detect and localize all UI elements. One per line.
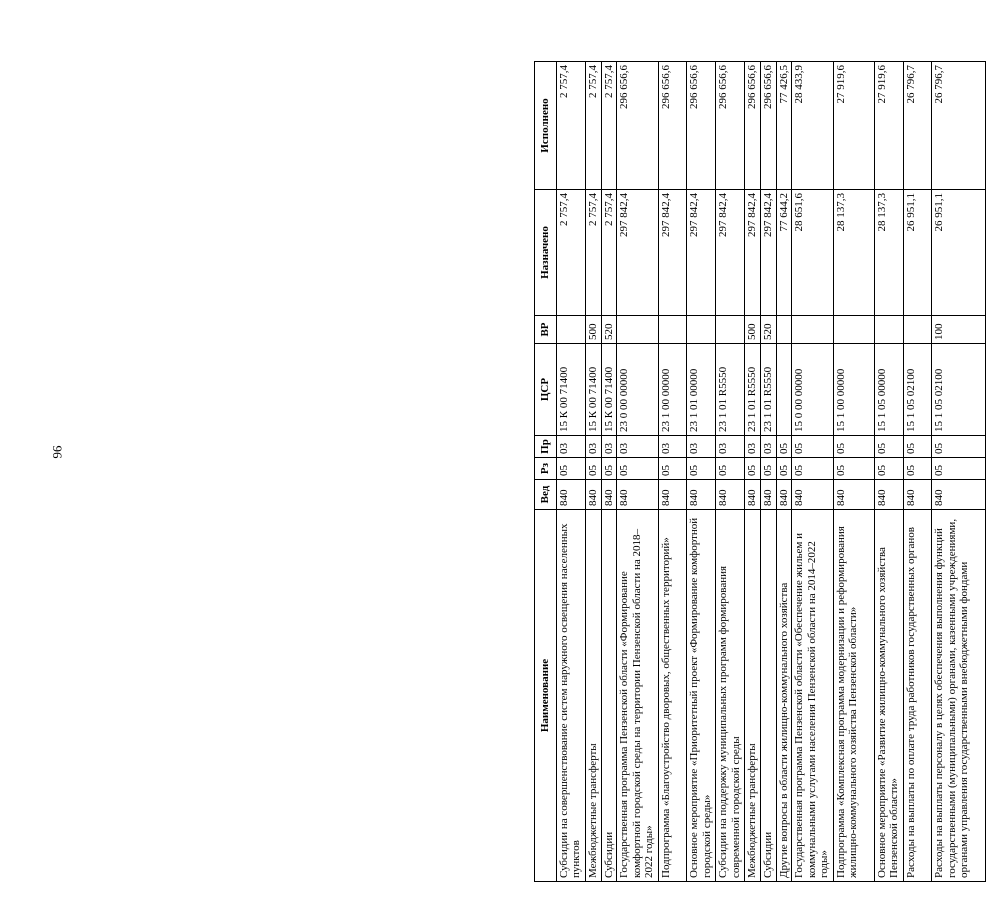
cell-csr: 23 0 00 00000 [617, 344, 658, 436]
cell-csr: 23 1 01 R5550 [745, 344, 761, 436]
table-row [557, 62, 586, 882]
cell-name: Государственная программа Пензенской области «Формирование комфортной городской среды на территории Пензенской области на 2018–2022 годы» [617, 510, 658, 882]
cell-rz: 05 [716, 458, 745, 480]
cell-assigned: 26 951,1 [932, 190, 986, 316]
cell-name: Субсидии [601, 510, 617, 882]
cell-name: Межбюджетные трансферты [585, 510, 601, 882]
table-row [932, 62, 986, 882]
cell-vr [716, 316, 745, 344]
cell-name: Межбюджетные трансферты [745, 510, 761, 882]
cell-vr: 500 [745, 316, 761, 344]
cell-ved: 840 [658, 480, 687, 510]
cell-pr: 03 [557, 436, 586, 458]
cell-ved: 840 [776, 480, 792, 510]
cell-pr: 05 [776, 436, 792, 458]
table-row [745, 62, 761, 882]
cell-pr: 03 [658, 436, 687, 458]
cell-rz: 05 [792, 458, 833, 480]
table-row [585, 62, 601, 882]
cell-rz: 05 [745, 458, 761, 480]
cell-csr: 23 1 01 R5550 [760, 344, 776, 436]
cell-csr: 23 1 00 00000 [658, 344, 687, 436]
cell-rz: 05 [776, 458, 792, 480]
cell-vr [687, 316, 716, 344]
cell-ved: 840 [792, 480, 833, 510]
cell-ved: 840 [903, 480, 932, 510]
cell-ved: 840 [716, 480, 745, 510]
cell-name: Государственная программа Пензенской области «Обеспечение жильем и коммунальными услугами населения Пензенской области на 2014–2022 годы» [792, 510, 833, 882]
cell-ved: 840 [833, 480, 874, 510]
cell-vr [903, 316, 932, 344]
cell-executed: 296 656,6 [658, 62, 687, 190]
table-row [601, 62, 617, 882]
cell-name: Подпрограмма «Комплексная программа модернизации и реформирования жилищно-коммунального хозяйства Пензенской области» [833, 510, 874, 882]
cell-name: Расходы на выплаты по оплате труда работников государственных органов [903, 510, 932, 882]
table-row [903, 62, 932, 882]
cell-ved: 840 [745, 480, 761, 510]
cell-csr: 15 1 05 02100 [932, 344, 986, 436]
table-row [792, 62, 833, 882]
cell-pr: 03 [585, 436, 601, 458]
cell-vr: 520 [601, 316, 617, 344]
cell-executed: 2 757,4 [557, 62, 586, 190]
cell-name: Другие вопросы в области жилищно-коммунального хозяйства [776, 510, 792, 882]
cell-name: Подпрограмма «Благоустройство дворовых, общественных территорий» [658, 510, 687, 882]
cell-executed: 27 919,6 [874, 62, 903, 190]
cell-pr: 03 [617, 436, 658, 458]
cell-rz: 05 [617, 458, 658, 480]
cell-executed: 2 757,4 [601, 62, 617, 190]
cell-vr [833, 316, 874, 344]
table-row [833, 62, 874, 882]
cell-rz: 05 [760, 458, 776, 480]
cell-pr: 03 [687, 436, 716, 458]
cell-csr: 23 1 01 R5550 [716, 344, 745, 436]
header-vr: ВР [535, 316, 557, 344]
cell-rz: 05 [557, 458, 586, 480]
cell-name: Субсидии на поддержку муниципальных программ формирования современной городской среды [716, 510, 745, 882]
cell-executed: 26 796,7 [903, 62, 932, 190]
header-assigned: Назначено [535, 190, 557, 316]
cell-vr [658, 316, 687, 344]
cell-rz: 05 [658, 458, 687, 480]
header-ved: Вед [535, 480, 557, 510]
cell-pr: 05 [903, 436, 932, 458]
cell-ved: 840 [601, 480, 617, 510]
cell-vr [874, 316, 903, 344]
cell-csr: 15 К 00 71400 [585, 344, 601, 436]
cell-assigned: 2 757,4 [557, 190, 586, 316]
cell-csr [776, 344, 792, 436]
header-pr: Пр [535, 436, 557, 458]
cell-csr: 15 0 00 00000 [792, 344, 833, 436]
cell-assigned: 28 137,3 [833, 190, 874, 316]
cell-executed: 296 656,6 [617, 62, 658, 190]
cell-rz: 05 [687, 458, 716, 480]
cell-pr: 05 [874, 436, 903, 458]
cell-assigned: 28 651,6 [792, 190, 833, 316]
cell-assigned: 26 951,1 [903, 190, 932, 316]
cell-ved: 840 [585, 480, 601, 510]
cell-assigned: 2 757,4 [601, 190, 617, 316]
cell-ved: 840 [932, 480, 986, 510]
cell-pr: 03 [745, 436, 761, 458]
page-number: 96 [50, 445, 65, 459]
header-csr: ЦСР [535, 344, 557, 436]
cell-pr: 05 [833, 436, 874, 458]
header-name: Наименование [535, 510, 557, 882]
cell-rz: 05 [833, 458, 874, 480]
cell-assigned: 297 842,4 [658, 190, 687, 316]
table-row [716, 62, 745, 882]
cell-executed: 77 426,5 [776, 62, 792, 190]
cell-executed: 296 656,6 [687, 62, 716, 190]
cell-executed: 26 796,7 [932, 62, 986, 190]
cell-ved: 840 [874, 480, 903, 510]
cell-pr: 05 [932, 436, 986, 458]
cell-vr [557, 316, 586, 344]
cell-vr: 520 [760, 316, 776, 344]
cell-ved: 840 [760, 480, 776, 510]
header-executed: Исполнено [535, 62, 557, 190]
cell-assigned: 297 842,4 [617, 190, 658, 316]
cell-csr: 15 1 00 00000 [833, 344, 874, 436]
table-row [776, 62, 792, 882]
cell-rz: 05 [903, 458, 932, 480]
cell-rz: 05 [585, 458, 601, 480]
cell-assigned: 77 644,2 [776, 190, 792, 316]
cell-executed: 296 656,6 [716, 62, 745, 190]
cell-csr: 15 1 05 02100 [903, 344, 932, 436]
cell-executed: 28 433,9 [792, 62, 833, 190]
cell-vr [792, 316, 833, 344]
cell-ved: 840 [557, 480, 586, 510]
cell-csr: 23 1 01 00000 [687, 344, 716, 436]
cell-executed: 2 757,4 [585, 62, 601, 190]
cell-ved: 840 [617, 480, 658, 510]
table-row [874, 62, 903, 882]
cell-vr: 500 [585, 316, 601, 344]
cell-rz: 05 [932, 458, 986, 480]
rotated-table-container [534, 62, 986, 882]
cell-executed: 296 656,6 [745, 62, 761, 190]
cell-pr: 03 [601, 436, 617, 458]
cell-assigned: 297 842,4 [716, 190, 745, 316]
cell-name: Субсидии [760, 510, 776, 882]
cell-assigned: 28 137,3 [874, 190, 903, 316]
header-rz: Рз [535, 458, 557, 480]
table-row [658, 62, 687, 882]
cell-rz: 05 [601, 458, 617, 480]
cell-csr: 15 К 00 71400 [601, 344, 617, 436]
cell-vr [776, 316, 792, 344]
cell-rz: 05 [874, 458, 903, 480]
cell-pr: 05 [792, 436, 833, 458]
cell-assigned: 297 842,4 [687, 190, 716, 316]
cell-assigned: 297 842,4 [760, 190, 776, 316]
cell-ved: 840 [687, 480, 716, 510]
cell-name: Субсидии на совершенствование систем наружного освещения населенных пунктов [557, 510, 586, 882]
cell-assigned: 2 757,4 [585, 190, 601, 316]
table-header-row [535, 62, 557, 882]
cell-csr: 15 К 00 71400 [557, 344, 586, 436]
cell-pr: 03 [760, 436, 776, 458]
cell-vr [617, 316, 658, 344]
cell-assigned: 297 842,4 [745, 190, 761, 316]
cell-executed: 27 919,6 [833, 62, 874, 190]
cell-pr: 03 [716, 436, 745, 458]
cell-name: Расходы на выплаты персоналу в целях обеспечения выполнения функций государственными (муниципальными) органами, казенными учреждениями, органами управления государственными внебюджетными фондами [932, 510, 986, 882]
table-row [760, 62, 776, 882]
table-row [617, 62, 658, 882]
cell-csr: 15 1 05 00000 [874, 344, 903, 436]
budget-table [534, 61, 986, 882]
cell-executed: 296 656,6 [760, 62, 776, 190]
table-row [687, 62, 716, 882]
cell-name: Основное мероприятие «Приоритетный проект «Формирование комфортной городской среды» [687, 510, 716, 882]
cell-vr: 100 [932, 316, 986, 344]
cell-name: Основное мероприятие «Развитие жилищно-коммунального хозяйства Пензенской области» [874, 510, 903, 882]
